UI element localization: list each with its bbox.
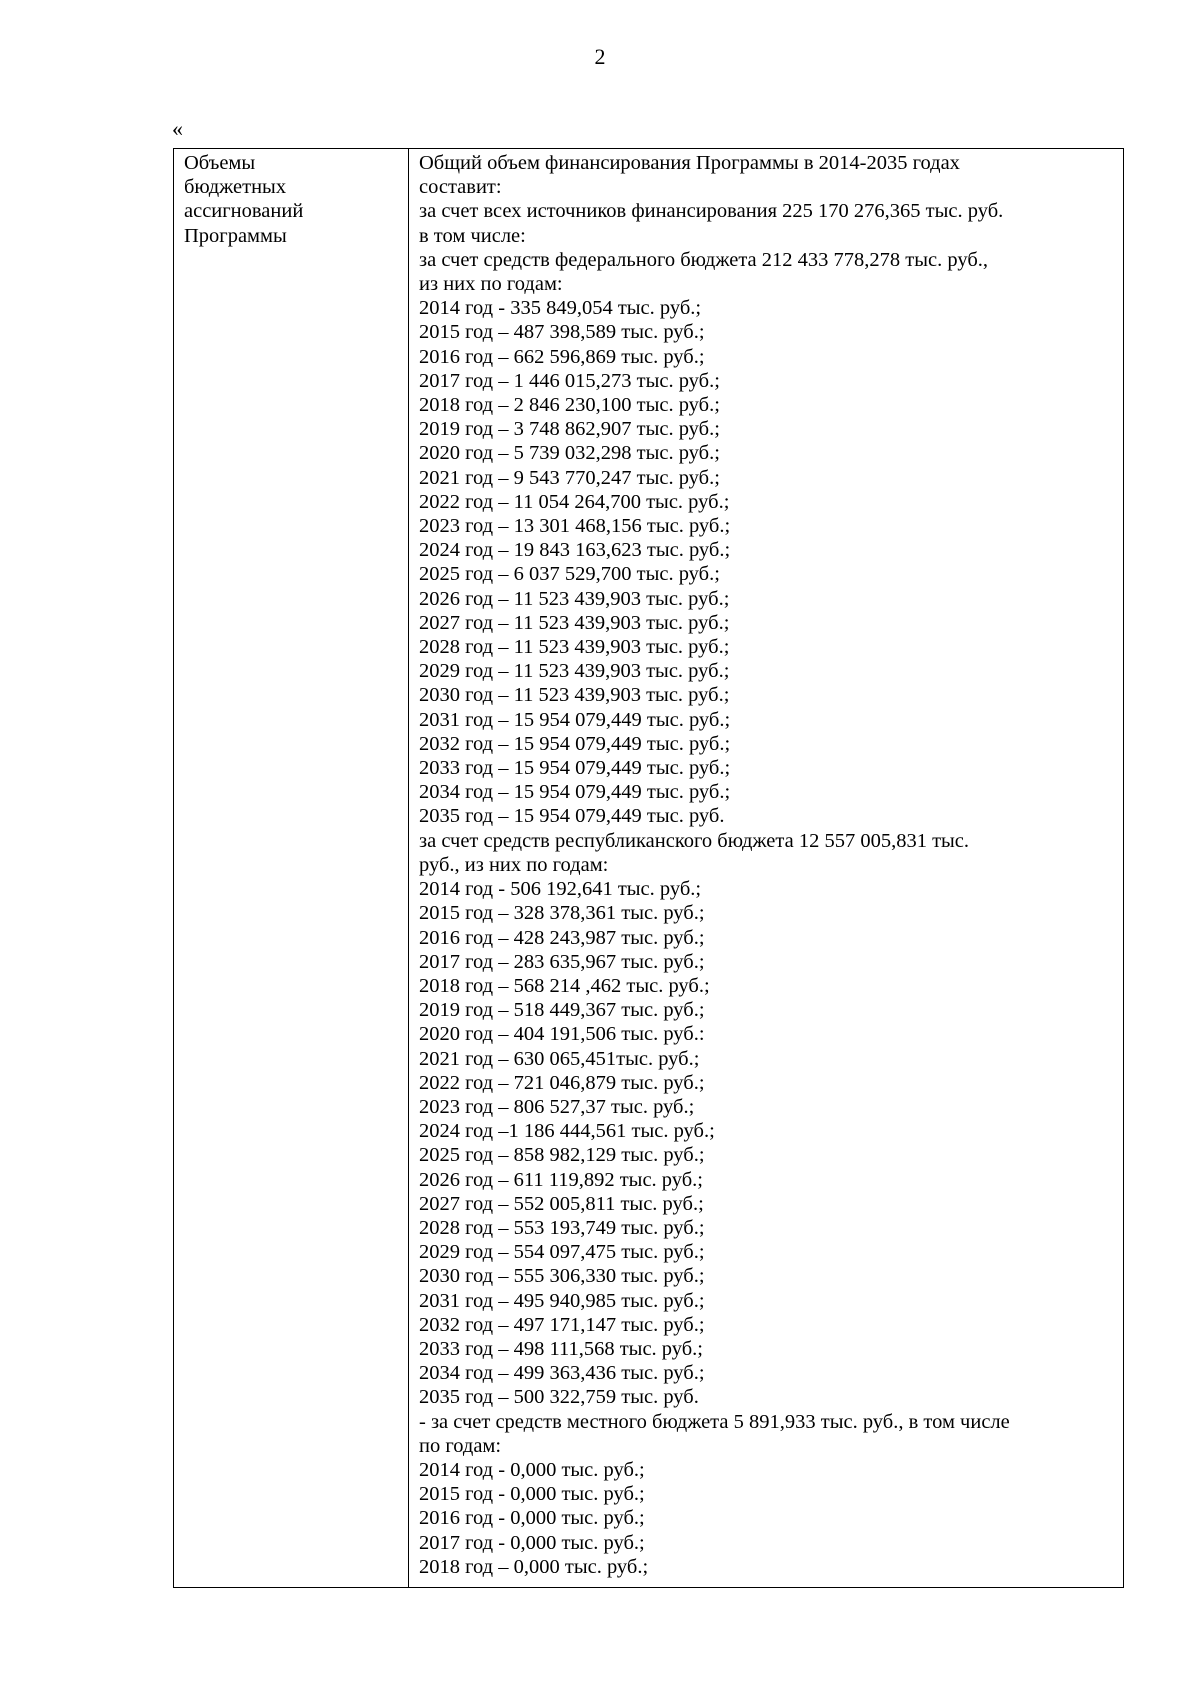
text-line: 2033 год – 15 954 079,449 тыс. руб.;	[419, 757, 731, 780]
label-text	[184, 151, 404, 248]
text-line: 2026 год – 11 523 439,903 тыс. руб.;	[419, 587, 730, 610]
text-line: 2024 год –1 186 444,561 тыс. руб.;	[419, 1120, 715, 1143]
text-line: 2035 год – 15 954 079,449 тыс. руб.	[419, 805, 725, 828]
text-line: - за счет средств местного бюджета 5 891,933 тыс. руб., в том числе	[419, 1410, 1010, 1433]
text-line: 2023 год – 13 301 468,156 тыс. руб.;	[419, 515, 731, 538]
text-line: 2025 год – 6 037 529,700 тыс. руб.;	[419, 563, 720, 586]
text-line: 2023 год – 806 527,37 тыс. руб.;	[419, 1095, 695, 1118]
text-line: 2015 год - 0,000 тыс. руб.;	[419, 1483, 645, 1506]
text-line: 2021 год – 9 543 770,247 тыс. руб.;	[419, 466, 720, 489]
text-line: составит:	[419, 176, 502, 199]
text-line: 2027 год – 552 005,811 тыс. руб.;	[419, 1192, 704, 1215]
text-line: 2032 год – 15 954 079,449 тыс. руб.;	[419, 732, 731, 755]
label-cell	[174, 149, 409, 1588]
text-line: 2020 год – 404 191,506 тыс. руб.:	[419, 1023, 705, 1046]
label-line: Программы	[184, 224, 287, 247]
text-line: 2032 год – 497 171,147 тыс. руб.;	[419, 1313, 705, 1336]
text-line: 2033 год – 498 111,568 тыс. руб.;	[419, 1337, 704, 1360]
text-line: 2028 год – 553 193,749 тыс. руб.;	[419, 1216, 705, 1239]
text-line: 2015 год – 487 398,589 тыс. руб.;	[419, 321, 705, 344]
text-line: 2020 год – 5 739 032,298 тыс. руб.;	[419, 442, 720, 465]
budget-table	[173, 148, 1124, 1588]
text-line: 2034 год – 15 954 079,449 тыс. руб.;	[419, 781, 731, 804]
text-line: 2025 год – 858 982,129 тыс. руб.;	[419, 1144, 705, 1167]
text-line: 2018 год – 2 846 230,100 тыс. руб.;	[419, 394, 720, 417]
text-line: 2021 год – 630 065,451тыс. руб.;	[419, 1047, 700, 1070]
content-text	[419, 151, 1119, 1579]
label-line: ассигнований	[184, 200, 304, 223]
text-line: 2017 год - 0,000 тыс. руб.;	[419, 1531, 645, 1554]
text-line: 2031 год – 15 954 079,449 тыс. руб.;	[419, 708, 731, 731]
text-line: 2030 год – 555 306,330 тыс. руб.;	[419, 1265, 705, 1288]
text-line: из них по годам:	[419, 273, 563, 296]
text-line: за счет всех источников финансирования 225 170 276,365 тыс. руб.	[419, 200, 1004, 223]
text-line: 2018 год – 568 214 ,462 тыс. руб.;	[419, 974, 710, 997]
text-line: 2029 год – 554 097,475 тыс. руб.;	[419, 1241, 705, 1264]
text-line: 2028 год – 11 523 439,903 тыс. руб.;	[419, 636, 730, 659]
text-line: в том числе:	[419, 224, 526, 247]
text-line: 2014 год - 506 192,641 тыс. руб.;	[419, 878, 702, 901]
text-line: 2015 год – 328 378,361 тыс. руб.;	[419, 902, 705, 925]
text-line: 2029 год – 11 523 439,903 тыс. руб.;	[419, 660, 730, 683]
content-cell	[409, 149, 1124, 1588]
text-line: по годам:	[419, 1434, 502, 1457]
text-line: 2034 год – 499 363,436 тыс. руб.;	[419, 1362, 705, 1385]
text-line: 2014 год - 0,000 тыс. руб.;	[419, 1458, 645, 1481]
label-line: Объемы	[184, 152, 256, 174]
opening-quote-mark: «	[172, 116, 183, 141]
text-line: 2022 год – 721 046,879 тыс. руб.;	[419, 1071, 705, 1094]
text-line: 2016 год – 662 596,869 тыс. руб.;	[419, 345, 705, 368]
page-number: 2	[594, 44, 606, 69]
text-line: 2019 год – 518 449,367 тыс. руб.;	[419, 999, 705, 1022]
table-row	[174, 149, 1124, 1588]
text-line: 2035 год – 500 322,759 тыс. руб.	[419, 1386, 699, 1409]
text-line: 2017 год – 1 446 015,273 тыс. руб.;	[419, 369, 720, 392]
text-line: за счет средств федерального бюджета 212 433 778,278 тыс. руб.,	[419, 248, 988, 271]
text-line: 2031 год – 495 940,985 тыс. руб.;	[419, 1289, 705, 1312]
text-line: 2016 год - 0,000 тыс. руб.;	[419, 1507, 645, 1530]
text-line: Общий объем финансирования Программы в 2014-2035 годах	[419, 152, 960, 174]
text-line: 2019 год – 3 748 862,907 тыс. руб.;	[419, 418, 720, 441]
text-line: 2030 год – 11 523 439,903 тыс. руб.;	[419, 684, 730, 707]
text-line: 2022 год – 11 054 264,700 тыс. руб.;	[419, 490, 730, 513]
text-line: 2017 год – 283 635,967 тыс. руб.;	[419, 950, 705, 973]
text-line: 2018 год – 0,000 тыс. руб.;	[419, 1555, 649, 1578]
text-line: 2024 год – 19 843 163,623 тыс. руб.;	[419, 539, 731, 562]
text-line: за счет средств республиканского бюджета 12 557 005,831 тыс.	[419, 829, 970, 852]
text-line: 2026 год – 611 119,892 тыс. руб.;	[419, 1168, 704, 1191]
text-line: руб., из них по годам:	[419, 853, 609, 876]
text-line: 2014 год - 335 849,054 тыс. руб.;	[419, 297, 702, 320]
text-line: 2027 год – 11 523 439,903 тыс. руб.;	[419, 611, 730, 634]
label-line: бюджетных	[184, 176, 287, 199]
text-line: 2016 год – 428 243,987 тыс. руб.;	[419, 926, 705, 949]
